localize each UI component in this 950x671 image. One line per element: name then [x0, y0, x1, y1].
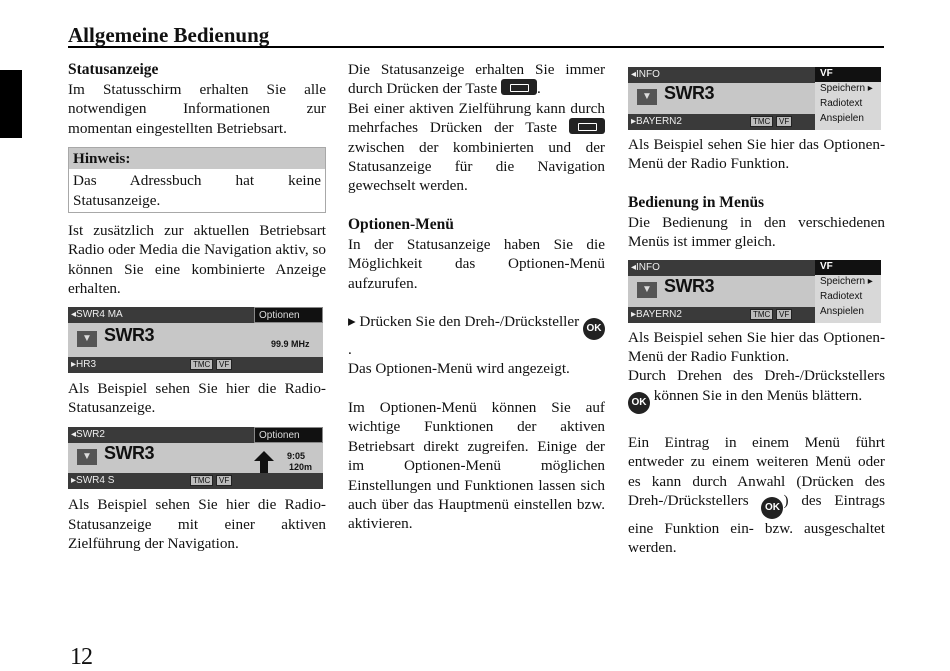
screen-frequency: 99.9 MHz [271, 338, 310, 349]
screen-top-bar: ◂SWR4 MA [68, 307, 323, 323]
column-right [628, 60, 885, 558]
options-step-result: Das Optionen-Menü wird angezeigt. [348, 360, 570, 378]
column-middle [348, 60, 605, 534]
nav-toggle-text: Bei einer aktiven Zielführung kann durch mehrfaches Drücken der Taste zwischen der kombinierten und der Statusanzeige für die Navigation gewechselt werden. [348, 99, 605, 195]
tmc-tag: TMC [750, 309, 773, 320]
menu-item-vf[interactable]: VF [815, 67, 881, 82]
menu-item-speichern[interactable]: Speichern ▸ [820, 83, 873, 94]
options-menu-screen-2 [628, 260, 881, 323]
screen-bottom-bar: ▸SWR4 S [68, 473, 323, 489]
screen-station: SWR3 [664, 275, 715, 296]
screen-bottom-bar: ▸HR3 [68, 357, 323, 373]
screen-station: SWR3 [104, 443, 155, 464]
menu-item-speichern[interactable]: Speichern ▸ [820, 275, 873, 287]
caption-radio-status: Als Beispiel sehen Sie hier die Radio-Statusanzeige. [68, 379, 326, 417]
screen-station: SWR3 [664, 83, 715, 103]
tmc-tag: TMC [190, 475, 213, 486]
menu-entry-text: Ein Eintrag in einem Menü führt entweder zu einem weiteren Menü oder es kann durch Anwahl (Drücken des Dreh-/Drückstellers OK ) des Eintrags eine Funktion ein- bzw. ausgeschaltet werden. [628, 433, 886, 557]
menus-heading: Bedienung in Menüs [628, 193, 765, 211]
caption-radio-navigation: Als Beispiel sehen Sie hier die Radio-Statusanzeige mit einer aktiven Zielführung der Navigation. [68, 496, 326, 553]
radio-navigation-screen [68, 427, 323, 489]
screen-bottom-bar: ▸BAYERN2 [628, 307, 815, 323]
vf-tag: VF [216, 359, 232, 370]
page-title: Allgemeine Bedienung [68, 23, 270, 47]
screen-time: 9:05 [287, 451, 306, 462]
caption-options-menu-2: Als Beispiel sehen Sie hier das Optionen-Menü der Radio Funktion. [628, 328, 885, 366]
note-title: Hinweis: [69, 148, 325, 169]
screen-top-bar: ◂INFO [628, 260, 815, 276]
section-tab-marker [0, 70, 22, 138]
caption-options-menu-1: Als Beispiel sehen Sie hier das Optionen-Menü der Radio Funktion. [628, 136, 885, 173]
screen-options-label: Optionen [254, 427, 323, 443]
note-body: Das Adressbuch hat keine Statusanzeige. [73, 172, 321, 209]
menu-item-anspielen[interactable]: Anspielen [820, 113, 864, 124]
page-number: 12 [70, 644, 92, 670]
screen-distance: 120m [289, 462, 313, 473]
station-triangle-icon: ▼ [637, 89, 657, 105]
screen-top-bar: ◂INFO [628, 67, 815, 83]
page-header [68, 22, 884, 48]
menu-item-radiotext[interactable]: Radiotext [820, 290, 863, 302]
vf-tag: VF [216, 475, 232, 486]
tmc-tag: TMC [190, 359, 213, 370]
options-menu-heading: Optionen-Menü [348, 215, 454, 233]
vf-tag: VF [776, 309, 792, 320]
station-triangle-icon: ▼ [77, 449, 97, 465]
station-triangle-icon: ▼ [77, 331, 97, 347]
screen-options-label: Optionen [254, 307, 323, 323]
menu-item-radiotext[interactable]: Radiotext [820, 98, 863, 109]
statusanzeige-text: Im Statusschirm erhalten Sie alle notwendigen Informationen zur momentan eingestellten Betriebsart. [68, 81, 326, 137]
options-menu-list [815, 260, 881, 323]
options-menu-text: In der Statusanzeige haben Sie die Möglichkeit das Optionen-Menü aufzurufen. [348, 235, 605, 292]
turn-knob-text: Durch Drehen des Dreh-/Drückstellers OK können Sie in den Menüs blättern. [628, 366, 885, 413]
screen-bottom-bar: ▸BAYERN2 [628, 114, 815, 130]
ok-knob-icon: OK [583, 318, 605, 340]
column-left [68, 60, 326, 554]
ok-knob-icon: OK [628, 392, 650, 414]
menu-item-vf[interactable]: VF [815, 260, 881, 275]
station-triangle-icon: ▼ [637, 282, 657, 298]
screen-station: SWR3 [104, 324, 155, 345]
status-key-text: Die Statusanzeige erhalten Sie immer durch Drücken der Taste . [348, 61, 605, 98]
options-menu-list [815, 67, 881, 130]
ok-knob-icon: OK [761, 497, 783, 519]
tmc-tag: TMC [750, 116, 773, 127]
statusanzeige-heading: Statusanzeige [68, 61, 159, 78]
options-menu-screen [628, 67, 881, 130]
display-key-icon [501, 79, 537, 95]
vf-tag: VF [776, 116, 792, 127]
display-key-icon [569, 118, 605, 134]
options-step: ▸ Drücken Sie den Dreh-/Drücksteller OK. [348, 312, 605, 359]
note-box [68, 147, 326, 213]
options-detail-text: Im Optionen-Menü können Sie auf wichtige Funktionen der aktiven Betriebsart direkt zugreifen. Einige der im Optionen-Menü möglichen Einstellungen und Funktionen lassen sich auch über das Hauptmenü einstellen bzw. aktivieren. [348, 398, 605, 533]
combined-display-text: Ist zusätzlich zur aktuellen Betriebsart Radio oder Media die Navigation aktiv, so können Sie eine kombinierte Anzeige erhalten. [68, 222, 326, 298]
radio-status-screen [68, 307, 323, 373]
screen-top-bar: ◂SWR2 [68, 427, 323, 443]
menus-text: Die Bedienung in den verschiedenen Menüs ist immer gleich. [628, 213, 885, 251]
menu-item-anspielen[interactable]: Anspielen [820, 305, 864, 317]
